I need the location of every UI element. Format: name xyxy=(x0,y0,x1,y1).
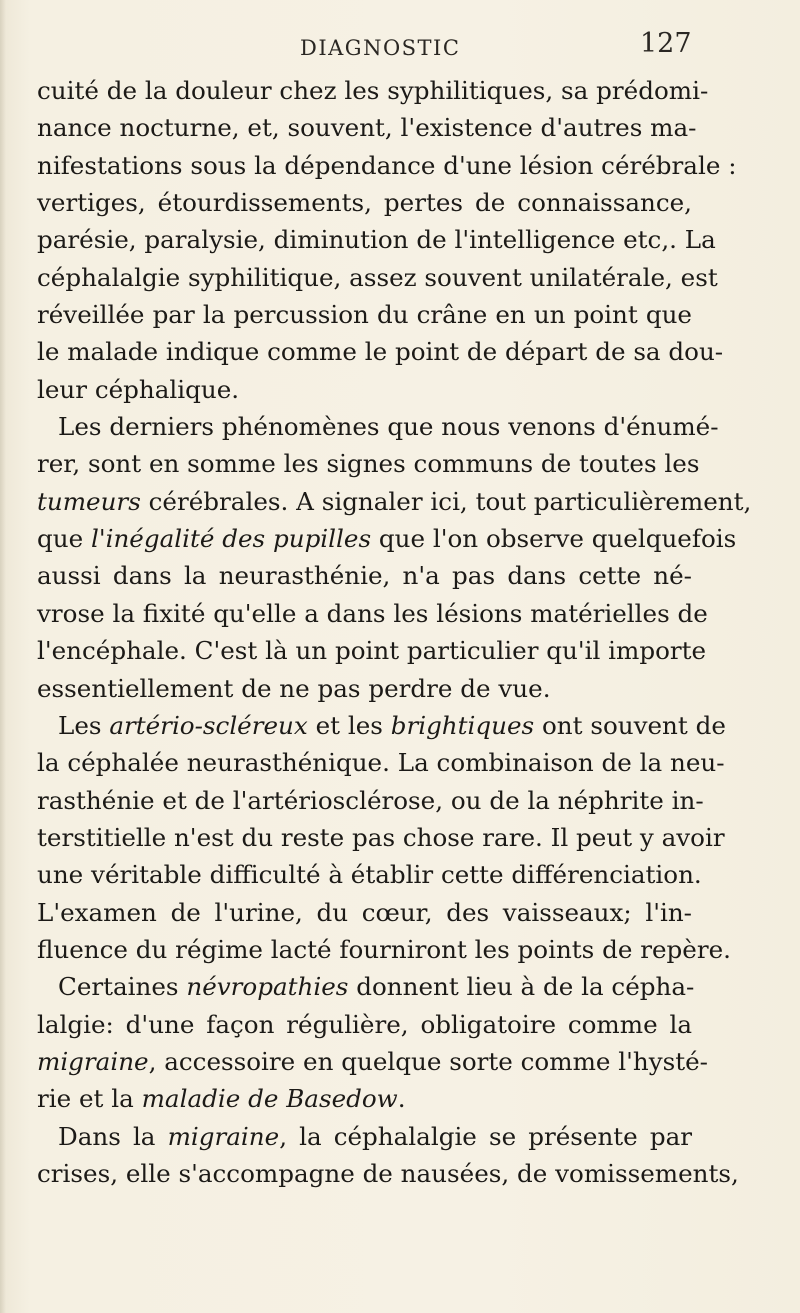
text-line xyxy=(37,1043,708,1080)
text-line xyxy=(37,782,704,819)
text-line xyxy=(37,1155,739,1192)
italic-text: migraine xyxy=(167,1121,280,1151)
text-run: le malade indique comme le point de départ de sa dou- xyxy=(37,337,724,367)
text-line xyxy=(37,1080,692,1117)
text-line xyxy=(37,520,737,557)
page-edge-shadow xyxy=(0,0,6,1313)
text-run: nifestations sous la dépendance d'une lésion cérébrale : xyxy=(37,150,737,180)
text-run: que l'on observe quelquefois xyxy=(371,524,737,554)
text-line xyxy=(37,632,707,669)
text-line xyxy=(37,744,725,781)
running-title: DIAGNOSTIC xyxy=(300,36,461,60)
text-line xyxy=(37,894,692,931)
text-line xyxy=(37,819,725,856)
text-line xyxy=(37,707,726,744)
text-line xyxy=(37,670,692,707)
text-line xyxy=(37,968,695,1005)
running-header xyxy=(0,28,800,68)
text-line xyxy=(37,259,718,296)
text-run: aussi dans la neurasthénie, n'a pas dans cette né- xyxy=(37,561,692,591)
text-run: donnent lieu à de la cépha- xyxy=(348,972,695,1002)
text-run: nance nocturne, et, souvent, l'existence d'autres ma- xyxy=(37,113,697,143)
text-run: et les xyxy=(307,710,391,740)
text-line xyxy=(37,109,697,146)
italic-text: névropathies xyxy=(186,972,349,1002)
text-run: Les xyxy=(58,710,110,740)
text-line xyxy=(37,72,709,109)
italic-text: l'inégalité des pupilles xyxy=(90,524,372,554)
text-run: rasthénie et de l'artériosclérose, ou de la néphrite in- xyxy=(37,785,704,815)
page-number: 127 xyxy=(640,28,692,59)
text-run: cérébrales. A signaler ici, tout particulièrement, xyxy=(140,486,752,516)
text-run: Les derniers phénomènes que nous venons d'énumé- xyxy=(58,412,719,442)
text-run: ont souvent de xyxy=(534,710,726,740)
text-line xyxy=(37,184,692,221)
text-run: . xyxy=(397,1084,406,1114)
italic-text: tumeurs xyxy=(37,486,141,516)
text-run: terstitielle n'est du reste pas chose rare. Il peut y avoir xyxy=(37,822,725,852)
text-line xyxy=(37,1006,692,1043)
text-run: Certaines xyxy=(58,972,187,1002)
text-line xyxy=(37,595,708,632)
text-line xyxy=(37,296,692,333)
italic-text: artério-scléreux xyxy=(109,710,308,740)
text-run: fluence du régime lacté fourniront les points de repère. xyxy=(37,934,731,964)
text-run: crises, elle s'accompagne de nausées, de vomissements, xyxy=(37,1158,739,1188)
text-run: céphalalgie syphilitique, assez souvent unilatérale, est xyxy=(37,262,718,292)
text-run: rie et la xyxy=(37,1084,142,1114)
text-line xyxy=(37,483,752,520)
text-run: parésie, paralysie, diminution de l'intelligence etc,. La xyxy=(37,225,716,255)
text-run: une véritable difficulté à établir cette différenciation. xyxy=(37,860,702,890)
body-text xyxy=(37,72,752,1192)
text-line xyxy=(37,856,702,893)
text-run: essentiellement de ne pas perdre de vue. xyxy=(37,673,551,703)
text-run: que xyxy=(37,524,91,554)
text-line xyxy=(37,408,719,445)
text-line xyxy=(37,445,700,482)
text-line xyxy=(37,371,692,408)
text-run: L'examen de l'urine, du cœur, des vaisseaux; l'in- xyxy=(37,897,692,927)
text-run: l'encéphale. C'est là un point particulier qu'il importe xyxy=(37,636,707,666)
text-run: vertiges, étourdissements, pertes de connaissance, xyxy=(37,188,692,218)
text-line xyxy=(37,1118,692,1155)
text-run: , la céphalalgie se présente par xyxy=(279,1121,692,1151)
text-run: rer, sont en somme les signes communs de toutes les xyxy=(37,449,700,479)
text-line xyxy=(37,333,724,370)
text-line xyxy=(37,931,731,968)
text-run: cuité de la douleur chez les syphilitiques, sa prédomi- xyxy=(37,76,709,105)
text-run: , accessoire en quelque sorte comme l'hysté- xyxy=(148,1046,708,1076)
text-run: lalgie: d'une façon régulière, obligatoire comme la xyxy=(37,1009,692,1039)
text-line xyxy=(37,147,737,184)
text-run: leur céphalique. xyxy=(37,374,240,404)
text-run: réveillée par la percussion du crâne en un point que xyxy=(37,300,692,330)
text-run: vrose la fixité qu'elle a dans les lésions matérielles de xyxy=(37,598,708,628)
text-line xyxy=(37,221,716,258)
text-run: la céphalée neurasthénique. La combinaison de la neu- xyxy=(37,748,725,778)
italic-text: maladie de Basedow xyxy=(141,1084,398,1114)
text-line xyxy=(37,557,692,594)
italic-text: brightiques xyxy=(390,710,535,740)
italic-text: migraine xyxy=(37,1046,149,1076)
text-run: Dans la xyxy=(58,1121,168,1151)
